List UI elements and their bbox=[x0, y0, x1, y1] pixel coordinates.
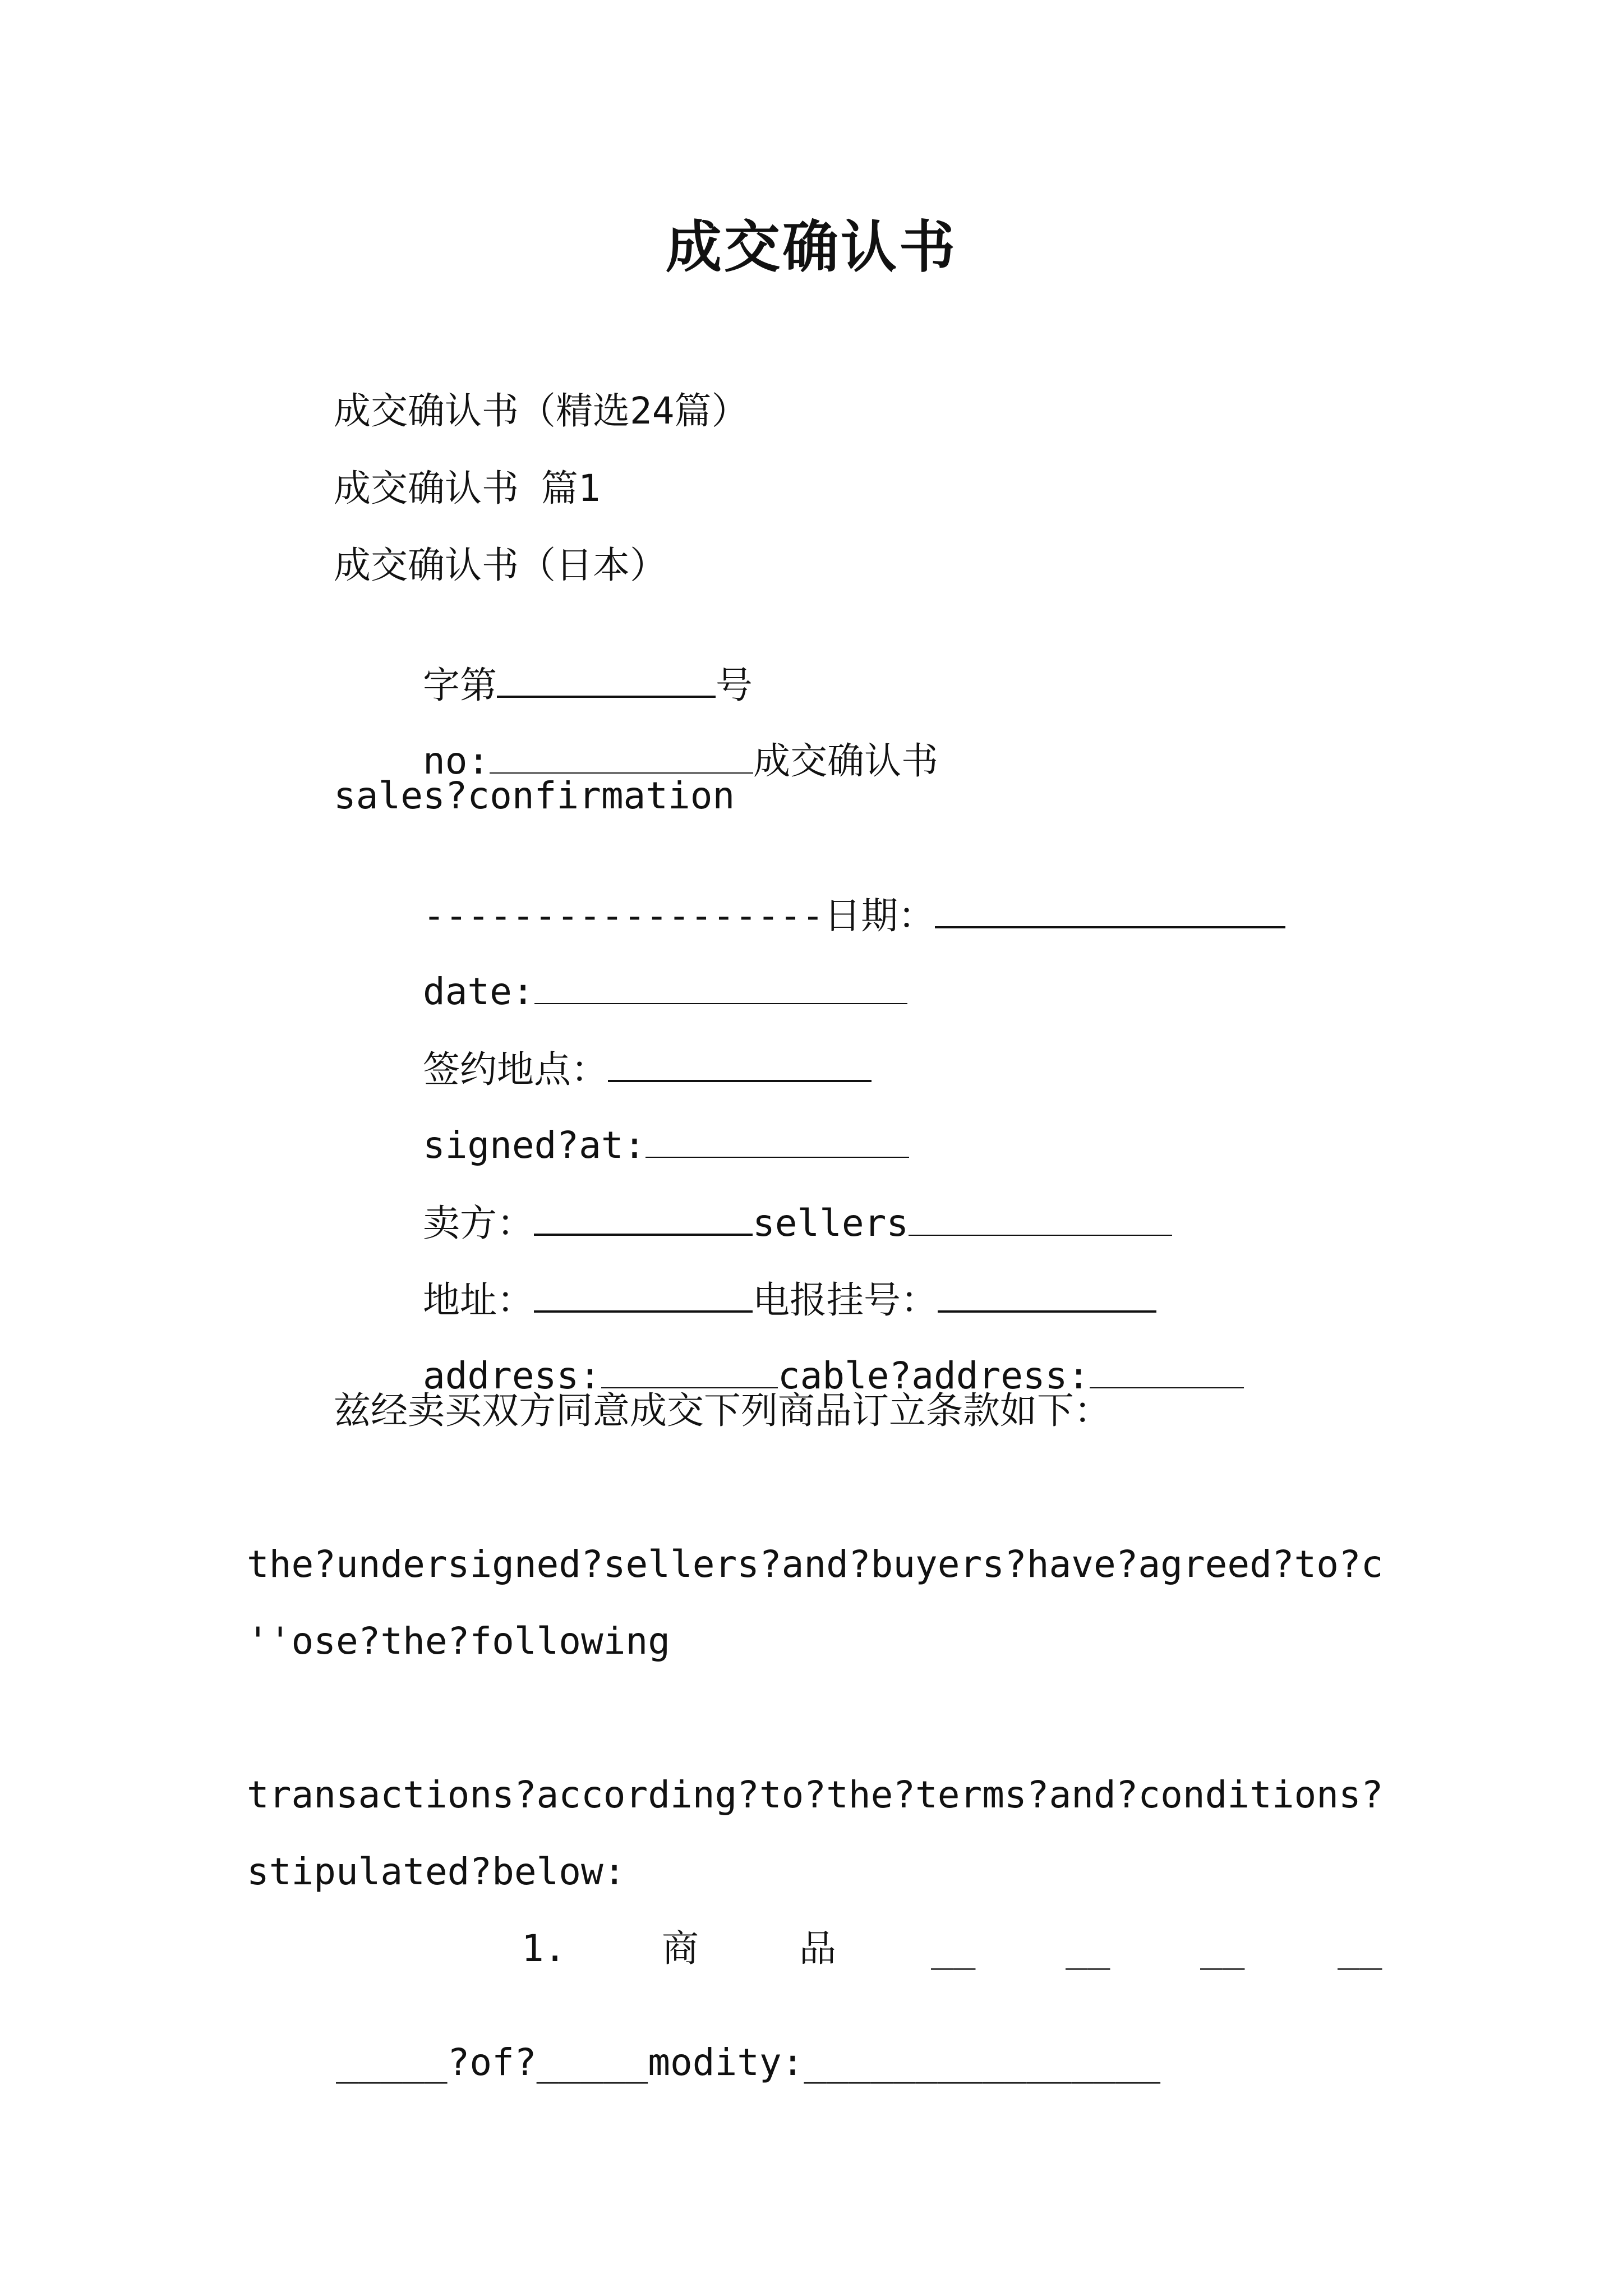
blank-field bbox=[909, 1200, 1172, 1236]
blank-field bbox=[608, 1045, 872, 1082]
blank-field bbox=[534, 1276, 753, 1313]
label-zi-di: 字第 bbox=[422, 664, 497, 707]
sales-confirmation-line: sales?confirmation bbox=[334, 774, 735, 817]
blank-field bbox=[935, 891, 1285, 928]
label-cable-en: cable?address: bbox=[777, 1354, 1090, 1397]
blank-field bbox=[490, 738, 753, 774]
clause-number: 1. bbox=[522, 1927, 566, 1970]
agreement-en-line-3: transactions?according?to?the?terms?and?conditions? bbox=[247, 1773, 1384, 1816]
blank-field bbox=[497, 661, 716, 698]
blank-segment: __ bbox=[1066, 1927, 1110, 1970]
label-date-en: date: bbox=[422, 970, 534, 1013]
section-heading: 成交确认书 篇1 bbox=[334, 467, 601, 510]
blank-segment: __ bbox=[1338, 1927, 1382, 1970]
blank-segment: __ bbox=[1200, 1927, 1245, 1970]
blank-field bbox=[534, 1199, 753, 1236]
blank-field: ________________ bbox=[804, 2041, 1161, 2084]
agreement-en-line-1: the?undersigned?sellers?and?buyers?have?agreed?to?c bbox=[247, 1543, 1384, 1586]
label-address-cn: 地址： bbox=[422, 1278, 534, 1322]
blank-field bbox=[534, 968, 907, 1004]
label-no: no: bbox=[422, 739, 490, 783]
document-heading-japan: 成交确认书（日本） bbox=[334, 544, 667, 587]
commodity-en-line bbox=[247, 2007, 1160, 2118]
agreement-en-line-4: stipulated?below: bbox=[247, 1850, 626, 1893]
blank-field bbox=[601, 1352, 778, 1388]
document-title: 成交确认书 bbox=[666, 214, 957, 280]
label-hao: 号 bbox=[715, 664, 753, 707]
label-signed-at: signed?at: bbox=[422, 1124, 646, 1167]
blank-field bbox=[645, 1122, 909, 1158]
clause-commodity-char-1: 商 bbox=[662, 1927, 699, 1970]
label-address-en: address: bbox=[422, 1354, 601, 1397]
subtitle-line: 成交确认书（精选24篇） bbox=[334, 389, 749, 432]
blank-field bbox=[1090, 1352, 1244, 1388]
label-cable-cn: 电报挂号： bbox=[752, 1278, 938, 1322]
label-commodity-en: _____?of?_____modity: bbox=[335, 2041, 804, 2084]
blank-field bbox=[938, 1276, 1156, 1313]
blank-segment: __ bbox=[931, 1927, 976, 1970]
agreement-cn-line: 兹经卖买双方同意成交下列商品订立条款如下： bbox=[334, 1389, 1111, 1432]
label-date-cn: ------------------日期： bbox=[422, 894, 935, 937]
agreement-en-line-2: ''ose?the?following bbox=[247, 1619, 670, 1663]
label-confirmation-cn: 成交确认书 bbox=[753, 739, 939, 783]
label-sellers-en: sellers bbox=[752, 1202, 909, 1245]
label-seller-cn: 卖方： bbox=[422, 1202, 534, 1245]
clause-commodity-char-2: 品 bbox=[799, 1927, 836, 1970]
label-signing-place: 签约地点： bbox=[422, 1048, 608, 1091]
